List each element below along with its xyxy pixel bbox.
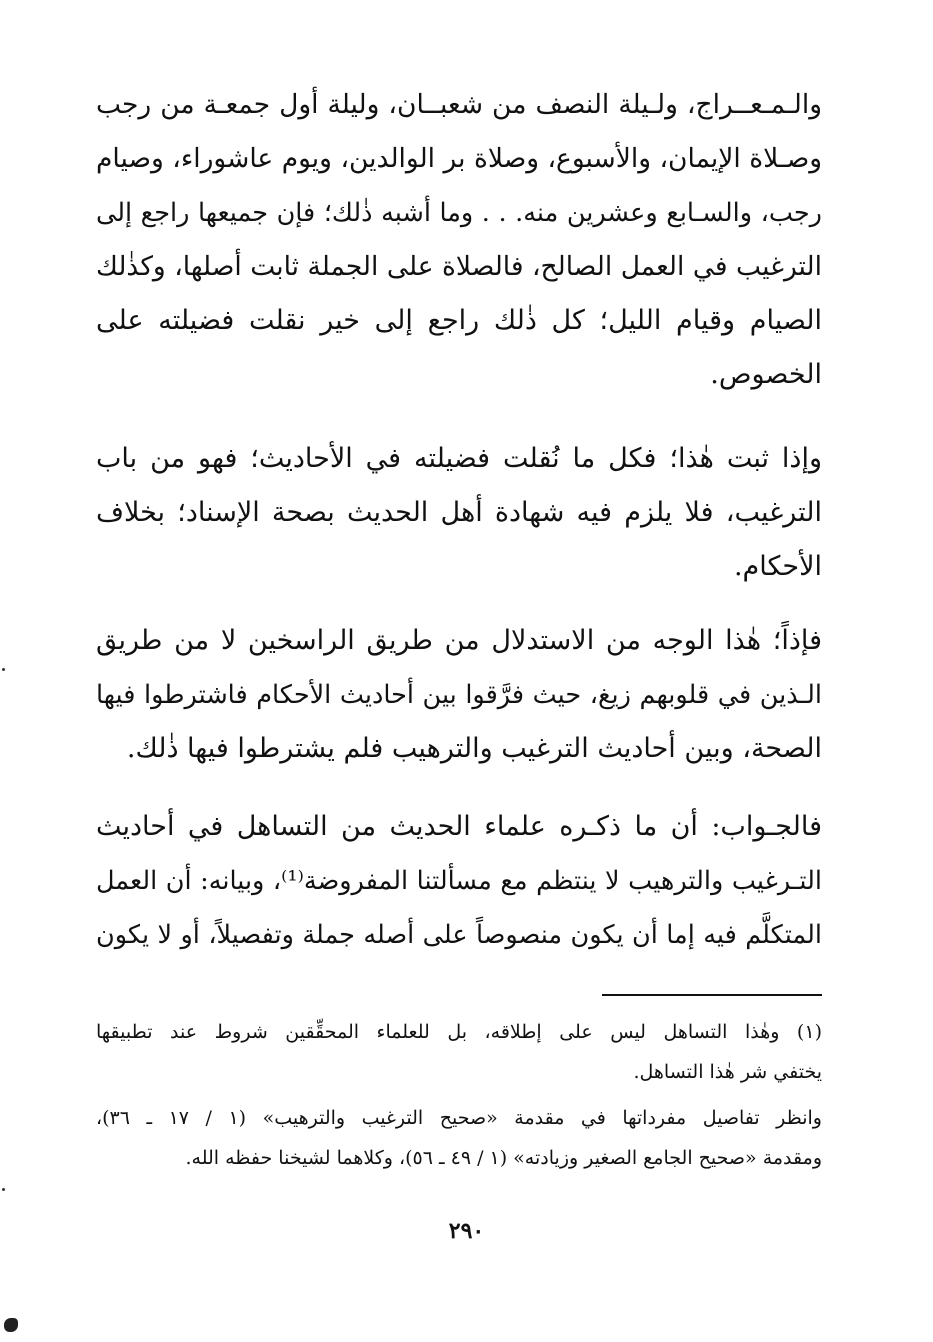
footnote-line: وانظر تفاصيل مفرداتها في مقدمة «صحيح الترغيب والترهيب» (١ / ١٧ ـ ٣٦)، bbox=[96, 1107, 822, 1129]
footnote-line: يختفي شر هٰذا التساهل. bbox=[633, 1061, 822, 1083]
text-line: المتكلَّم فيه إما أن يكون منصوصاً على أصله جملة وتفصيلاً، أو لا يكون bbox=[96, 920, 822, 950]
text-line: فالجـواب: أن ما ذكـره علماء الحديث من التساهل في أحاديث bbox=[96, 811, 822, 842]
scan-artifact bbox=[2, 1188, 5, 1191]
text-line: الترغيب، فلا يلزم فيه شهادة أهل الحديث بصحة الإسناد؛ بخلاف bbox=[96, 497, 822, 528]
paragraph-2 bbox=[96, 432, 822, 594]
text-line: الصيام وقيام الليل؛ كل ذٰلك راجع إلى خير نقلت فضيلته على bbox=[96, 305, 822, 336]
page-number: ٢٩٠ bbox=[448, 1218, 485, 1244]
text-line: الأحكام. bbox=[733, 551, 822, 582]
scan-artifact bbox=[4, 1318, 18, 1332]
text-line: رجب، والسـابع وعشرين منه. . . وما أشبه ذٰلك؛ فإن جميعها راجع إلى bbox=[96, 198, 822, 228]
text-line: التـرغيب والترهيب لا ينتظم مع مسألتنا المفروضة⁽¹⁾، وبيانه: أن العمل bbox=[96, 866, 822, 896]
paragraph-4 bbox=[96, 800, 822, 962]
text-line: وإذا ثبت هٰذا؛ فكل ما نُقلت فضيلته في الأحاديث؛ فهو من باب bbox=[96, 443, 822, 474]
text-line: الخصوص. bbox=[710, 359, 822, 390]
footnote-line: ومقدمة «صحيح الجامع الصغير وزيادته» (١ / ٤٩ ـ ٥٦)، وكلاهما لشيخنا حفظه الله. bbox=[185, 1147, 822, 1169]
text-line: الـذين في قلوبهم زيغ، حيث فرَّقوا بين أحاديث الأحكام فاشترطوا فيها bbox=[96, 680, 822, 710]
paragraph-3 bbox=[96, 614, 822, 776]
scan-artifact bbox=[2, 668, 5, 671]
footnotes bbox=[96, 1012, 822, 1178]
text-line: والـمـعــراج، ولـيلة النصف من شعبــان، وليلة أول جمعـة من رجب bbox=[96, 89, 822, 120]
footnote-line: (١) وهٰذا التساهل ليس على إطلاقه، بل للعلماء المحقِّقين شروط عند تطبيقها bbox=[96, 1021, 822, 1043]
footnote-divider bbox=[602, 994, 822, 996]
text-line: وصـلاة الإيمان، والأسبوع، وصلاة بر الوالدين، ويوم عاشوراء، وصيام bbox=[96, 143, 822, 174]
text-line: فإذاً؛ هٰذا الوجه من الاستدلال من طريق الراسخين لا من طريق bbox=[96, 625, 822, 656]
paragraph-1 bbox=[96, 78, 822, 402]
text-line: الترغيب في العمل الصالح، فالصلاة على الجملة ثابت أصلها، وكذٰلك bbox=[96, 251, 822, 282]
text-line: الصحة، وبين أحاديث الترغيب والترهيب فلم يشترطوا فيها ذٰلك. bbox=[126, 733, 822, 764]
